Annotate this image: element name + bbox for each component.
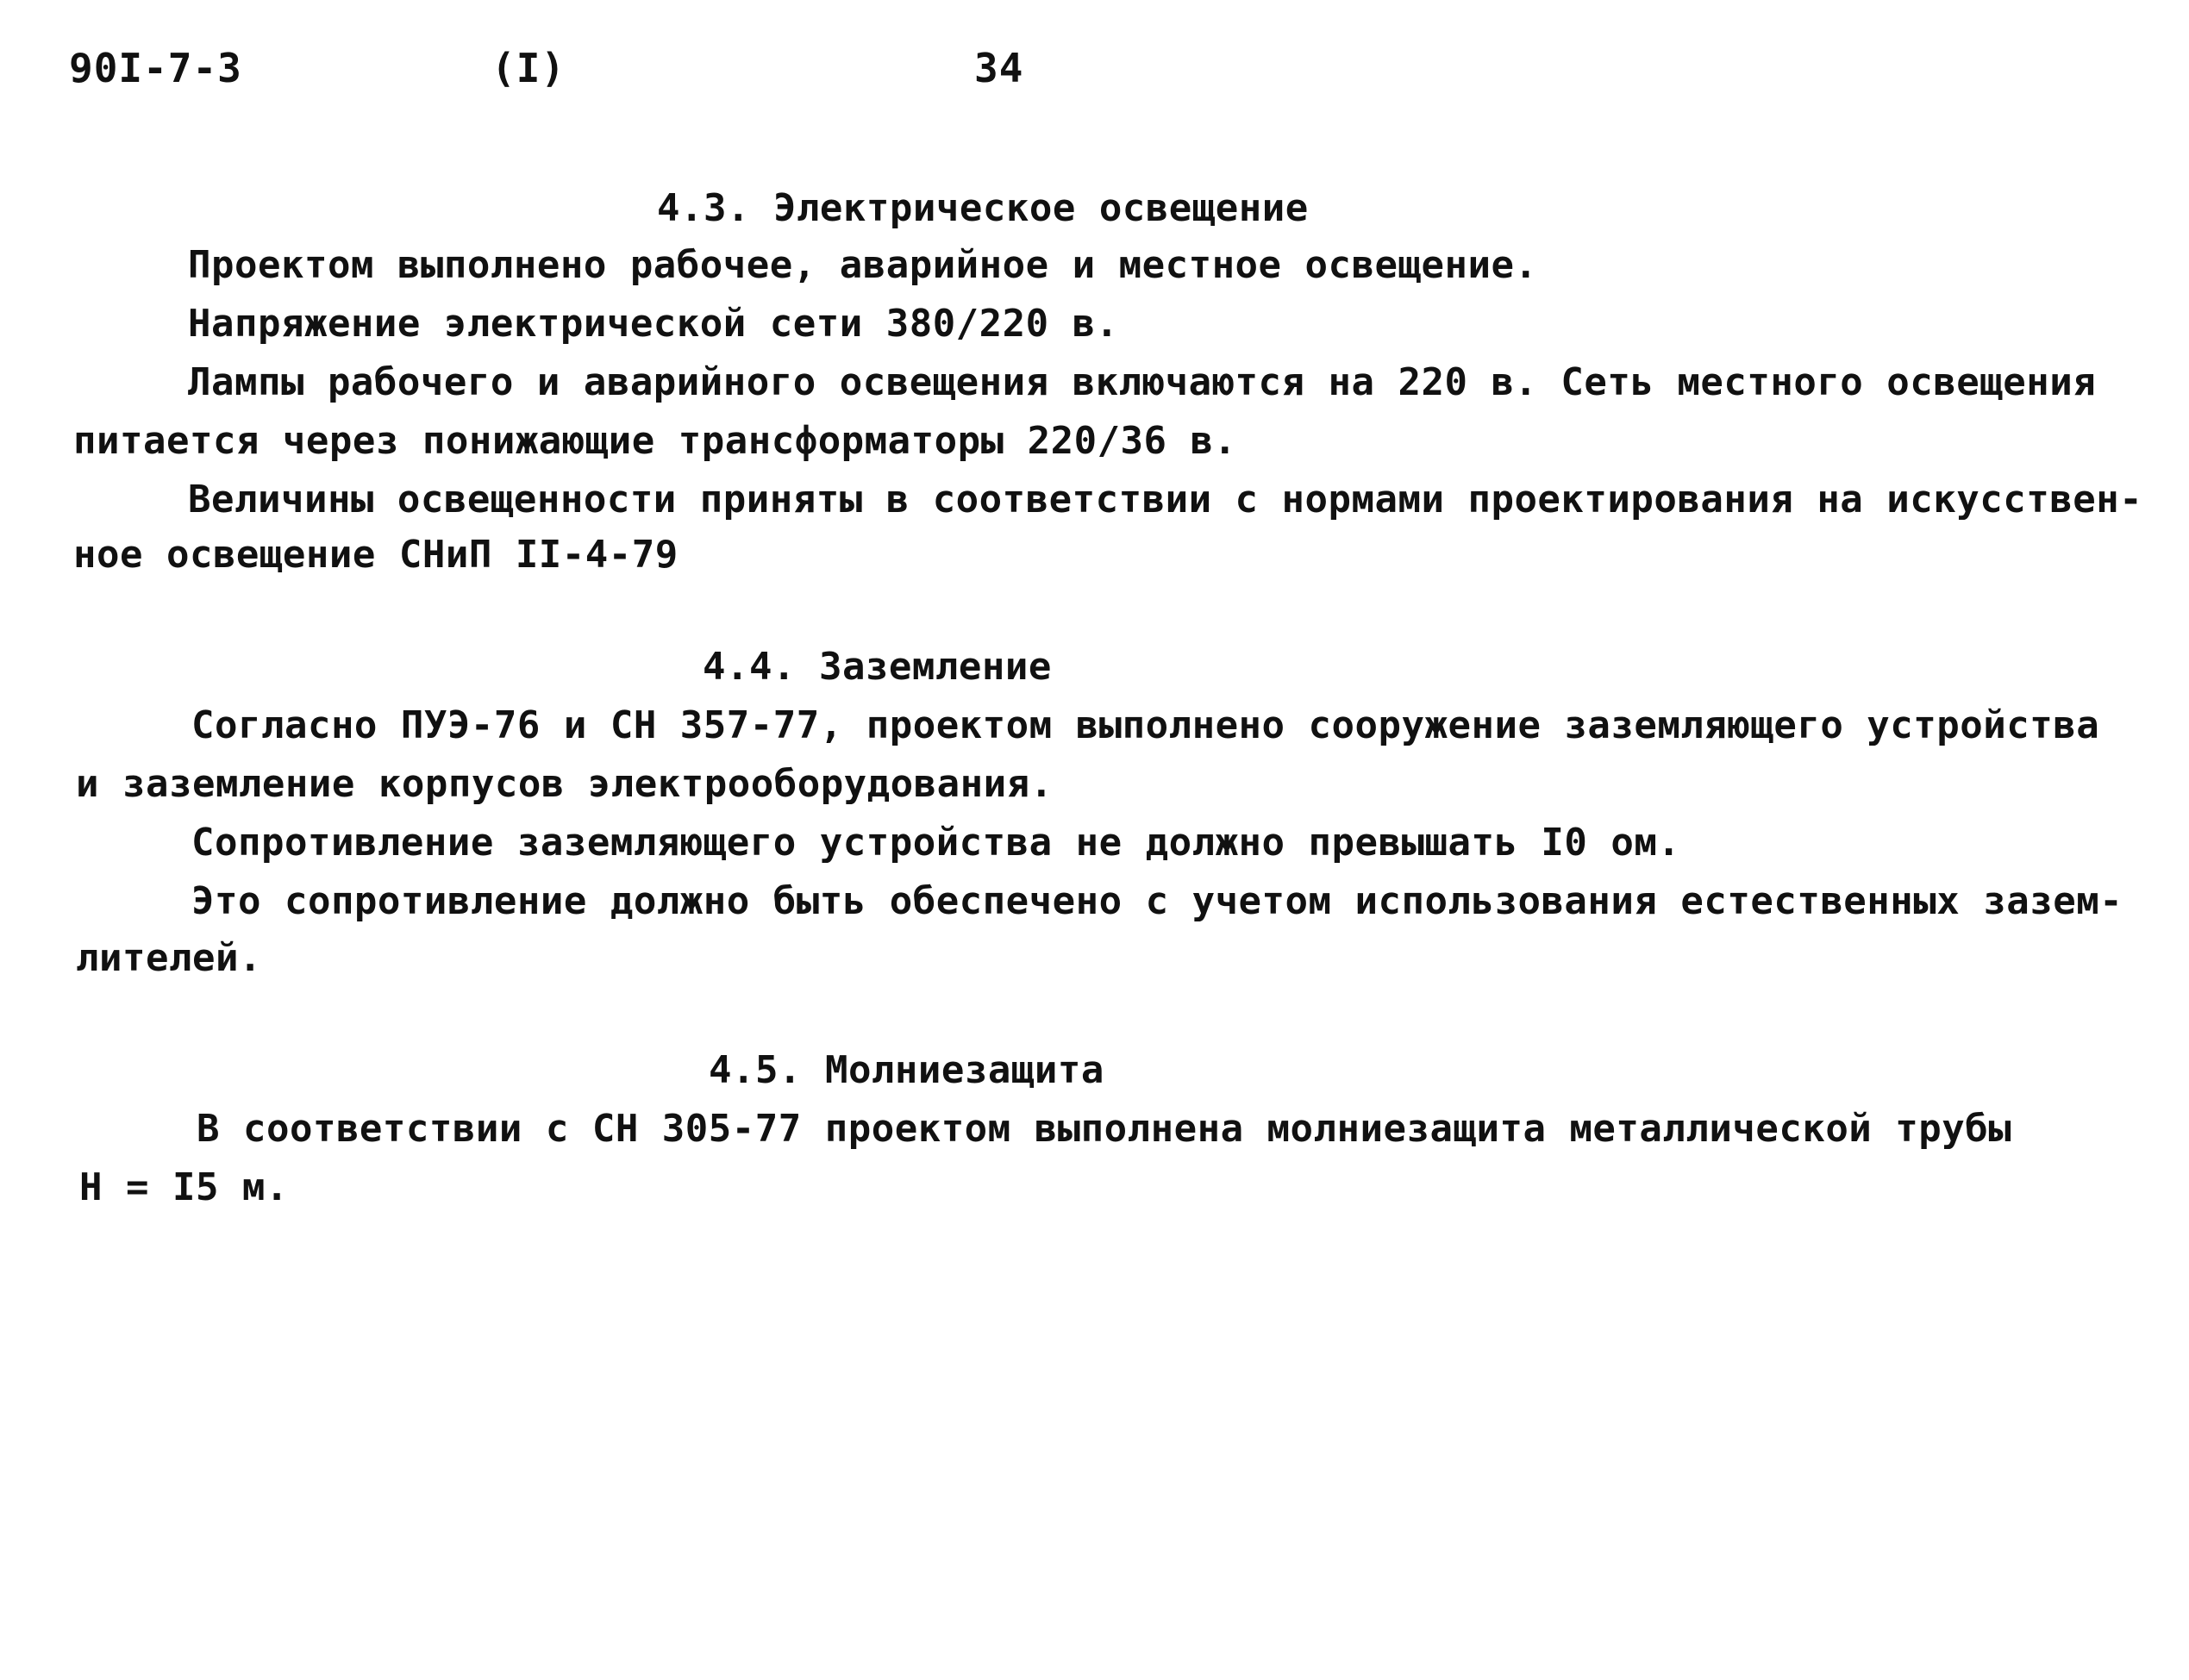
paragraph-line: питается через понижающие трансформаторы 220/36 в. — [73, 419, 1237, 463]
paragraph-line: Напряжение электрической сети 380/220 в. — [188, 302, 1119, 346]
paragraph-line: ное освещение СНиП II-4-79 — [73, 533, 679, 577]
paragraph-line: Это сопротивление должно быть обеспечено с учетом использования естественных зазем- — [191, 879, 2123, 923]
section-title-lighting: 4.3. Электрическое освещение — [657, 186, 1309, 230]
paragraph-line: и заземление корпусов электрооборудования. — [76, 762, 1054, 806]
section-title-grounding: 4.4. Заземление — [703, 645, 1052, 689]
paragraph-line: лителей. — [76, 936, 262, 980]
document-part: (I) — [491, 45, 566, 91]
paragraph-line: Согласно ПУЭ-76 и СН 357-77, проектом выполнено сооружение заземляющего устройства — [191, 703, 2100, 747]
paragraph-line: Проектом выполнено рабочее, аварийное и местное освещение. — [188, 243, 1538, 287]
document-code: 90I-7-3 — [69, 45, 242, 91]
page-number: 34 — [974, 45, 1024, 91]
paragraph-line: Сопротивление заземляющего устройства не должно превышать I0 ом. — [191, 821, 1681, 865]
paragraph-line: В соответствии с СН 305-77 проектом выполнена молниезащита металлической трубы — [197, 1107, 2012, 1151]
paragraph-line: Н = I5 м. — [79, 1165, 289, 1209]
paragraph-line: Лампы рабочего и аварийного освещения включаются на 220 в. Сеть местного освещения — [188, 360, 2097, 404]
paragraph-line: Величины освещенности приняты в соответствии с нормами проектирования на искусствен- — [188, 478, 2143, 521]
section-title-lightning-protection: 4.5. Молниезащита — [709, 1048, 1104, 1092]
